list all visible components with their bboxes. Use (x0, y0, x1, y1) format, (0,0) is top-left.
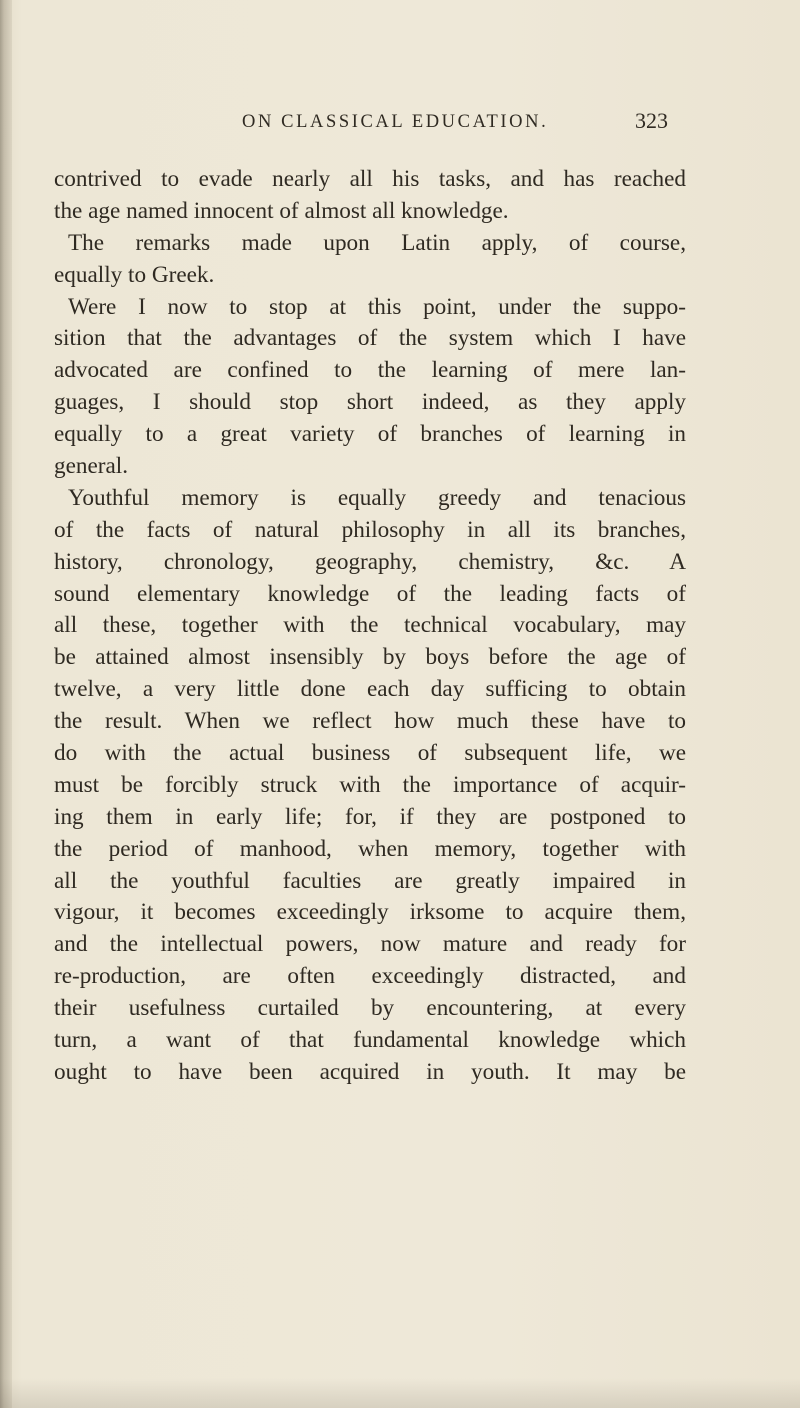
text-line: turn, a want of that fundamental knowledge which (54, 1027, 686, 1054)
running-head: ON CLASSICAL EDUCATION. (242, 112, 549, 132)
text-line: general. (54, 453, 129, 480)
text-line: and the intellectual powers, now mature and ready for (54, 931, 686, 958)
text-line: the period of manhood, when memory, together with (54, 835, 686, 862)
text-line: all the youthful faculties are greatly impaired in (54, 867, 686, 894)
text-line: history, chronology, geography, chemistry, &c. A (54, 548, 686, 575)
text-line: ing them in early life; for, if they are postponed to (54, 803, 686, 830)
text-line: twelve, a very little done each day sufficing to obtain (54, 676, 686, 703)
text-line: vigour, it becomes exceedingly irksome to acquire them, (54, 899, 686, 926)
text-line: of the facts of natural philosophy in all its branches, (54, 516, 686, 543)
body-text (54, 164, 686, 1089)
text-line: be attained almost insensibly by boys before the age of (54, 644, 686, 671)
text-line: must be forcibly struck with the importance of acquir- (54, 771, 686, 798)
text-line: equally to Greek. (54, 261, 215, 288)
text-line: all these, together with the technical vocabulary, may (54, 612, 686, 639)
paragraph-start-line: Were I now to stop at this point, under the suppo- (68, 293, 686, 320)
text-line: the result. When we reflect how much these have to (54, 708, 686, 735)
page-binding-shadow (0, 0, 12, 1408)
page-bottom-edge (0, 1378, 800, 1408)
text-line: contrived to evade nearly all his tasks, and has reached (54, 166, 686, 192)
page-header (0, 108, 800, 142)
text-line: equally to a great variety of branches of learning in (54, 421, 686, 448)
text-line: re-production, are often exceedingly distracted, and (54, 963, 686, 990)
text-line: their usefulness curtailed by encountering, at every (54, 995, 686, 1022)
text-line: sound elementary knowledge of the leading facts of (54, 580, 686, 607)
text-line: sition that the advantages of the system which I have (54, 325, 686, 352)
text-line: advocated are confined to the learning of mere lan- (54, 357, 686, 384)
text-line: ought to have been acquired in youth. It may be (54, 1058, 686, 1085)
page-number: 323 (635, 108, 668, 133)
text-line: guages, I should stop short indeed, as they apply (54, 389, 686, 416)
text-line: do with the actual business of subsequent life, we (54, 740, 686, 767)
paragraph-start-line: Youthful memory is equally greedy and tenacious (68, 484, 686, 511)
paragraph-start-line: The remarks made upon Latin apply, of course, (68, 229, 686, 256)
text-line: the age named innocent of almost all knowledge. (54, 197, 509, 224)
